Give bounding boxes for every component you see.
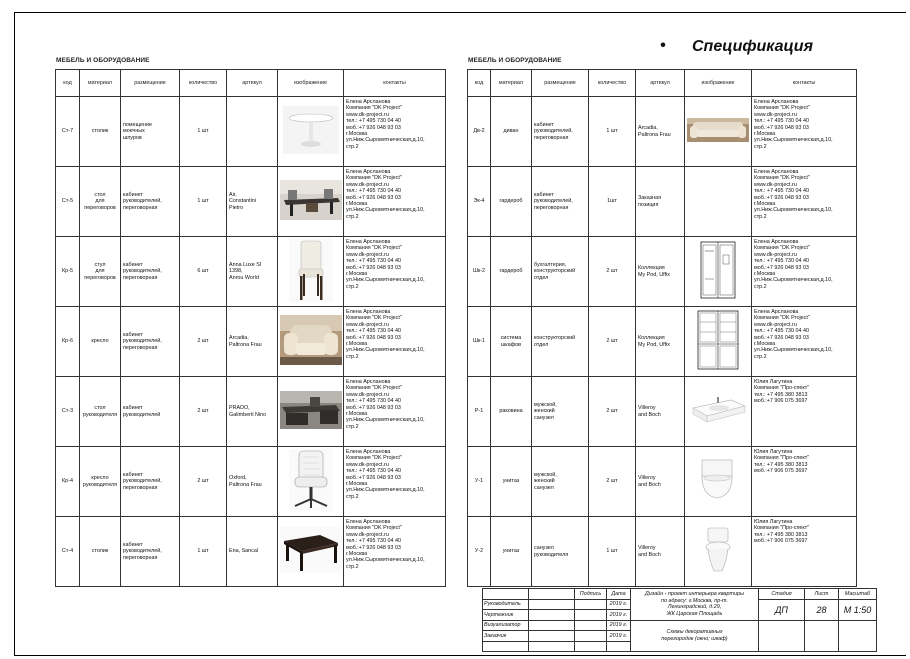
cell-placement: мужской, женский санузел [532, 377, 589, 447]
armchair-image [280, 315, 341, 367]
section-heading-left: МЕБЕЛЬ И ОБОРУДОВАНИЕ [56, 57, 150, 64]
cell-article: Villeroy and Boch [636, 447, 685, 517]
cell-material: столик [80, 517, 121, 587]
table-row [468, 237, 857, 307]
col-article: артикул [227, 70, 278, 97]
table-row [56, 447, 446, 517]
cell-contacts: Елена Арсланова Компания "DK Project" www.dk-project.ru тел.: +7 495 730 04 40 моб.:+7 926 048 93 03 г.Москва ул.Ниж.Сыромятническая,д.10, стр.2 [344, 517, 446, 587]
cell-material: столик [80, 97, 121, 167]
cell-quantity: 2 шт [589, 237, 636, 307]
cell-code: Ст-3 [56, 377, 80, 447]
cell-code: Шк-2 [468, 237, 491, 307]
stamp-sheet-label: Лист [805, 589, 839, 600]
cell-placement: помещение моечных шпуров [121, 97, 180, 167]
cell-material: раковина [491, 377, 532, 447]
stamp-year: 2019 г. [607, 610, 631, 621]
stamp-stage: ДП [759, 599, 805, 620]
table-row [468, 517, 857, 587]
cell-contacts: Елена Арсланова Компания "DK Project" www.dk-project.ru тел.: +7 495 730 04 40 моб.:+7 926 048 93 03 г.Москва ул.Ниж.Сыромятническая,д.10, стр.2 [752, 307, 857, 377]
toilet-floor-image [687, 525, 749, 577]
table-row [56, 237, 446, 307]
table-row [468, 447, 857, 517]
cell-quantity: 6 шт [180, 237, 227, 307]
stamp-role: Чертежник [483, 610, 529, 621]
cell-contacts: Юлия Лагутина Компания "Про-спект" тел.: +7 495 380 3813 моб.:+7 906 075 3697 [752, 517, 857, 587]
cell-quantity: 2 шт [589, 377, 636, 447]
cell-placement: кабинет руководителей, переговорная [532, 97, 589, 167]
cell-code: Ст-5 [56, 167, 80, 237]
stamp-scale: М 1:50 [839, 599, 877, 620]
cell-material: кресло руководителя [80, 447, 121, 517]
col-quantity: количество [589, 70, 636, 97]
cell-article: Коллекция My Pod, Uffix [636, 237, 685, 307]
stamp-podpis: Подпись [575, 589, 607, 600]
cell-contacts: Юлия Лагутина Компания "Про-спект" тел.: +7 495 380 3813 моб.:+7 906 075 3697 [752, 377, 857, 447]
cell-contacts: Елена Арсланова Компания "DK Project" www.dk-project.ru тел.: +7 495 730 04 40 моб.:+7 926 048 93 03 г.Москва ул.Ниж.Сыромятническая,д.10, стр.2 [344, 307, 446, 377]
stamp-stage-label: Стадия [759, 589, 805, 600]
cell-quantity: 2 шт [180, 307, 227, 377]
cell-quantity: 1 шт [589, 97, 636, 167]
stamp-role: Руководитель [483, 599, 529, 610]
cell-image [685, 97, 752, 167]
cell-material: стул для переговоров [80, 237, 121, 307]
cell-image [685, 447, 752, 517]
cell-placement: кабинет руководителей, переговорная [121, 447, 180, 517]
cell-contacts: Елена Арсланова Компания "DK Project" www.dk-project.ru тел.: +7 495 730 04 40 моб.:+7 926 048 93 03 г.Москва ул.Ниж.Сыромятническая,д.10, стр.2 [752, 237, 857, 307]
table-row [56, 307, 446, 377]
cell-code: Кр-5 [56, 237, 80, 307]
cell-article: Коллекция My Pod, Uffix [636, 307, 685, 377]
cell-code: Ст-4 [56, 517, 80, 587]
cell-material: гардероб [491, 167, 532, 237]
cell-contacts: Елена Арсланова Компания "DK Project" www.dk-project.ru тел.: +7 495 730 04 40 моб.:+7 926 048 93 03 г.Москва ул.Ниж.Сыромятническая,д.10, стр.2 [344, 237, 446, 307]
stamp-role: Визуализатор [483, 620, 529, 631]
cell-code: Кр-4 [56, 447, 80, 517]
table-row [56, 97, 446, 167]
cell-image [278, 237, 344, 307]
cell-material: диван [491, 97, 532, 167]
stamp-year: 2019 г. [607, 631, 631, 642]
cell-article: Ena, Sancal [227, 517, 278, 587]
sink-image [687, 390, 749, 432]
col-quantity: количество [180, 70, 227, 97]
cell-placement: санузел руководителя [532, 517, 589, 587]
cell-article: Заказная позиция [636, 167, 685, 237]
cell-quantity: 1 шт [180, 97, 227, 167]
stamp-year: 2019 г. [607, 620, 631, 631]
cell-image [685, 237, 752, 307]
wardrobe-image [687, 239, 749, 303]
table-header-row [56, 70, 446, 97]
coffee-table-image [280, 527, 341, 575]
cell-contacts: Юлия Лагутина Компания "Про-спект" тел.: +7 495 380 3813 моб.:+7 906 075 3697 [752, 447, 857, 517]
cell-article: Anna Luxe SI 1398, Anrou World [227, 237, 278, 307]
col-contacts: контакты [344, 70, 446, 97]
table-row [468, 377, 857, 447]
cell-material: унитаз [491, 517, 532, 587]
cell-article: Villeroy and Boch [636, 517, 685, 587]
cell-article: Air, Constantini Pietro [227, 167, 278, 237]
cell-placement: кабинет руководителей, переговорная [121, 307, 180, 377]
cell-placement: конструкторский отдел [532, 307, 589, 377]
cell-material: стол для переговоров [80, 167, 121, 237]
cell-code: Шк-1 [468, 307, 491, 377]
cell-image [685, 307, 752, 377]
stamp-scale-label: Масштаб [839, 589, 877, 600]
cell-article: Villeroy and Boch [636, 377, 685, 447]
stamp-role: Заказчик [483, 631, 529, 642]
cell-material: унитаз [491, 447, 532, 517]
table-row [56, 377, 446, 447]
cell-contacts: Елена Арсланова Компания "DK Project" www.dk-project.ru тел.: +7 495 730 04 40 моб.:+7 926 048 93 03 г.Москва ул.Ниж.Сыромятническая,д.10, стр.2 [344, 167, 446, 237]
col-material: материал [80, 70, 121, 97]
cell-image [278, 307, 344, 377]
cell-code: У-2 [468, 517, 491, 587]
conference-table-image [280, 180, 341, 222]
bullet-icon: • [660, 37, 666, 54]
white-chair-image [280, 238, 341, 304]
cell-image [278, 97, 344, 167]
cell-article: PRADO, Galimberti Nino [227, 377, 278, 447]
left-spec-table [55, 69, 446, 587]
cell-quantity: 2 шт [180, 377, 227, 447]
table-row [56, 517, 446, 587]
cell-contacts: Елена Арсланова Компания "DK Project" www.dk-project.ru тел.: +7 495 730 04 40 моб.:+7 926 048 93 03 г.Москва ул.Ниж.Сыромятническая,д.10, стр.2 [752, 97, 857, 167]
section-heading-right: МЕБЕЛЬ И ОБОРУДОВАНИЕ [468, 57, 562, 64]
cell-article: Arcadia, Paltrona Frau [227, 307, 278, 377]
col-placement: размещение [532, 70, 589, 97]
cell-image [278, 167, 344, 237]
cell-placement: кабинет руководителей [121, 377, 180, 447]
col-code: код [56, 70, 80, 97]
cell-quantity: 1 шт [589, 517, 636, 587]
cell-article [227, 97, 278, 167]
cell-placement: кабинет руководителей, переговорная [121, 517, 180, 587]
toilet-wall-image [687, 456, 749, 506]
table-row [56, 167, 446, 237]
col-contacts: контакты [752, 70, 857, 97]
cell-placement: кабинет руководителей, переговорная [121, 237, 180, 307]
cell-contacts: Елена Арсланова Компания "DK Project" www.dk-project.ru тел.: +7 495 730 04 40 моб.:+7 926 048 93 03 г.Москва ул.Ниж.Сыромятническая,д.10, стр.2 [344, 377, 446, 447]
cell-placement: кабинет руководителей, переговорная [121, 167, 180, 237]
cell-material: кресло [80, 307, 121, 377]
cell-contacts: Елена Арсланова Компания "DK Project" www.dk-project.ru тел.: +7 495 730 04 40 моб.:+7 926 048 93 03 г.Москва ул.Ниж.Сыромятническая,д.10, стр.2 [344, 97, 446, 167]
cell-contacts: Елена Арсланова Компания "DK Project" www.dk-project.ru тел.: +7 495 730 04 40 моб.:+7 926 048 93 03 г.Москва ул.Ниж.Сыромятническая,д.10, стр.2 [752, 167, 857, 237]
right-spec-table [467, 69, 857, 587]
cell-material: гардероб [491, 237, 532, 307]
cell-quantity: 2 шт [180, 447, 227, 517]
stamp-sheet: 28 [805, 599, 839, 620]
col-image: изображение [278, 70, 344, 97]
cell-placement: бухгалтерия, конструкторский отдел [532, 237, 589, 307]
cell-code: Ст-7 [56, 97, 80, 167]
cell-quantity: 1 шт [180, 517, 227, 587]
cell-quantity: 2 шт [589, 307, 636, 377]
col-material: материал [491, 70, 532, 97]
stamp-sheet-name: Схемы декоративных перегородок (окно; шкаф) [631, 620, 759, 652]
cell-quantity: 1шт [589, 167, 636, 237]
col-placement: размещение [121, 70, 180, 97]
office-chair-image [280, 449, 341, 513]
cell-article: Oxford, Paltrona Frau [227, 447, 278, 517]
stamp-year: 2019 г. [607, 599, 631, 610]
cell-code: Кр-6 [56, 307, 80, 377]
cell-placement: мужской, женский санузел [532, 447, 589, 517]
cell-code: Р-1 [468, 377, 491, 447]
table-row [468, 307, 857, 377]
table-row [468, 97, 857, 167]
title-text: Спецификация [692, 38, 813, 55]
cell-quantity: 2 шт [589, 447, 636, 517]
cell-code: У-1 [468, 447, 491, 517]
stamp-data: Дата [607, 589, 631, 600]
cell-image [685, 167, 752, 237]
cabinet-image [687, 308, 749, 374]
cell-code: Дв-2 [468, 97, 491, 167]
cell-material: система шкафов [491, 307, 532, 377]
title-block-stamp [482, 588, 877, 652]
cell-quantity: 1 шт [180, 167, 227, 237]
cell-image [278, 377, 344, 447]
cell-image [685, 517, 752, 587]
stamp-project: Дизайн - проект интерьера квартиры по адресу: г.Москва, пр-т. Ленинградский, д.29, ЖК Царская Площадь [631, 589, 759, 621]
white-table-image [280, 104, 341, 158]
cell-image [278, 447, 344, 517]
table-row [468, 167, 857, 237]
col-article: артикул [636, 70, 685, 97]
cell-material: стол руководителя [80, 377, 121, 447]
col-image: изображение [685, 70, 752, 97]
cell-contacts: Елена Арсланова Компания "DK Project" www.dk-project.ru тел.: +7 495 730 04 40 моб.:+7 926 048 93 03 г.Москва ул.Ниж.Сыромятническая,д.10, стр.2 [344, 447, 446, 517]
executive-desk-image [280, 391, 341, 431]
col-code: код [468, 70, 491, 97]
cell-article: Arcadia, Paltrona Frau [636, 97, 685, 167]
page-title [660, 38, 813, 56]
table-header-row [468, 70, 857, 97]
sofa-image [687, 118, 749, 144]
cell-image [278, 517, 344, 587]
cell-placement: кабинет руководителей, переговорная [532, 167, 589, 237]
cell-image [685, 377, 752, 447]
cell-code: Эк-4 [468, 167, 491, 237]
